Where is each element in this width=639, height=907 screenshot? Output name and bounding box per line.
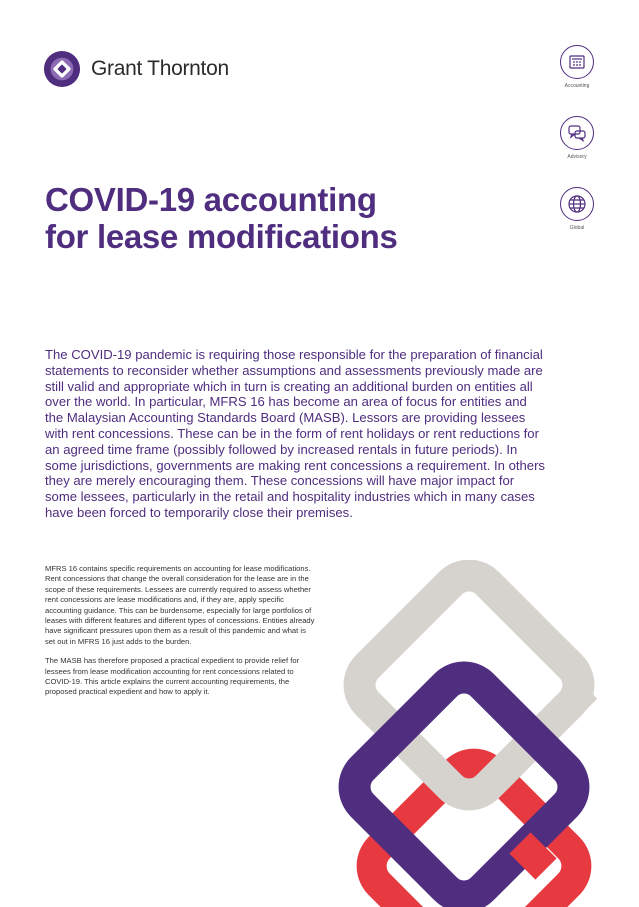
side-nav-circle bbox=[560, 187, 594, 221]
page-title bbox=[45, 181, 398, 255]
side-nav-item-accounting[interactable] bbox=[556, 45, 598, 89]
brand-name: Grant Thornton bbox=[91, 57, 229, 80]
side-nav-item-global[interactable] bbox=[556, 187, 598, 231]
grant-thornton-logo-icon bbox=[43, 50, 81, 88]
body-paragraph-1: MFRS 16 contains specific requirements on accounting for lease modifications. Rent concessions that change the overall consideration for the lease are in the scope of these requirements. Lessees are currently required to assess whether rent concessions are lease modifications and, if they are, apply specific accounting guidance. This can be burdensome, especially for large portfolios of leases with different features and different types of concessions. Entities already have significant pressures upon them as a result of this pandemic and what is set out in MFRS 16 just adds to the burden. bbox=[45, 564, 315, 646]
side-nav bbox=[556, 45, 598, 258]
side-nav-circle bbox=[560, 116, 594, 150]
page-title-line-1: COVID-19 accounting bbox=[45, 181, 377, 218]
side-nav-label: Global bbox=[569, 225, 585, 231]
intro-paragraph: The COVID-19 pandemic is requiring those responsible for the preparation of financial statements to reconsider whether assumptions and assessments previously made are still valid and appropriate which in turn is creating an additional burden on entities all over the world. In particular, MFRS 16 has become an area of focus for entities and the Malaysian Accounting Standards Board (MASB). Lessors are providing lessees with rent concessions. These can be in the form of rent holidays or rent reductions for an agreed time frame (possibly followed by increased rentals in future periods). In some jurisdictions, governments are making rent concessions a requirement. In others they are merely encouraging them. These concessions will have major impact for some lessees, particularly in the retail and hospitality industries which in many cases have been forced to temporarily close their premises. bbox=[45, 347, 545, 520]
calculator-icon bbox=[567, 52, 587, 72]
side-nav-label: Advisory bbox=[567, 154, 587, 160]
page-title-line-2: for lease modifications bbox=[45, 218, 398, 255]
side-nav-circle bbox=[560, 45, 594, 79]
globe-icon bbox=[567, 194, 587, 214]
side-nav-label: Accounting bbox=[564, 83, 590, 89]
chat-bubbles-icon bbox=[567, 123, 587, 143]
body-column bbox=[45, 564, 315, 707]
interlocking-diamonds-graphic bbox=[324, 560, 639, 907]
side-nav-item-advisory[interactable] bbox=[556, 116, 598, 160]
brand-logo[interactable] bbox=[43, 50, 229, 88]
body-paragraph-2: The MASB has therefore proposed a practical expedient to provide relief for lessees from lease modification accounting for rent concessions related to COVID-19. This article explains the current accounting requirements, the proposed practical expedient and how to apply it. bbox=[45, 656, 300, 697]
